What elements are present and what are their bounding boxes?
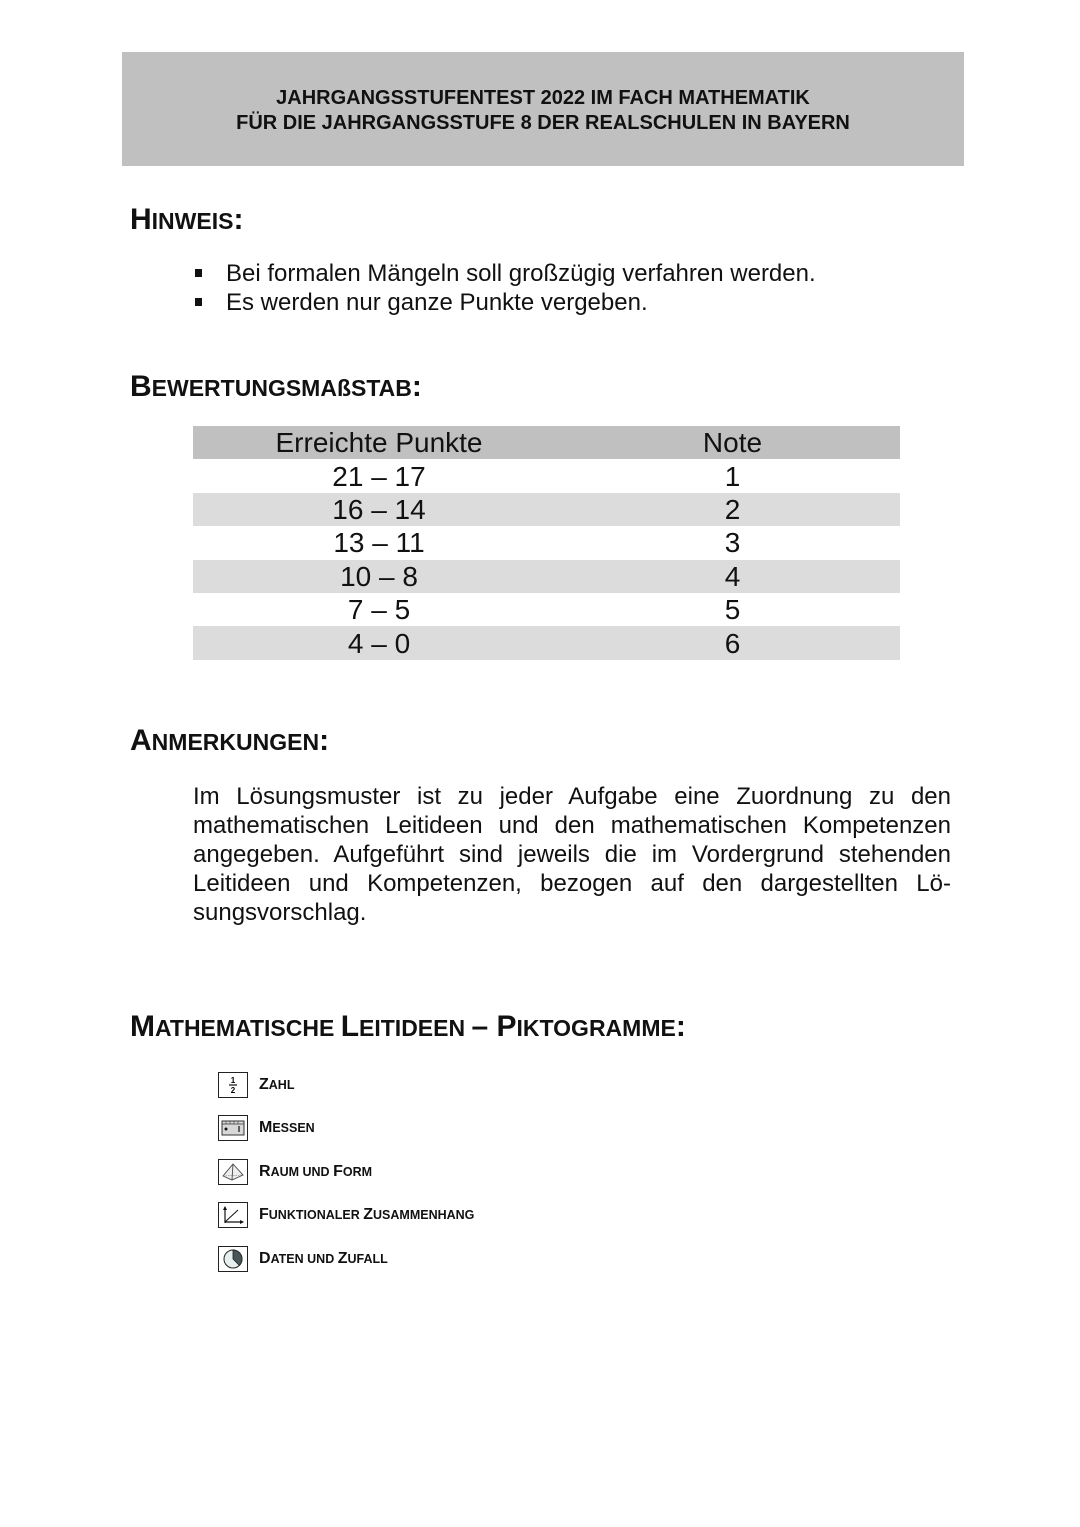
table-row [193, 526, 900, 559]
table-row [193, 560, 900, 593]
graph-axes-icon [218, 1202, 248, 1228]
table-header-row [193, 426, 900, 459]
pictogram-legend [218, 1069, 474, 1287]
hinweis-heading: HINWEIS: [130, 203, 244, 236]
points-cell: 21 – 17 [332, 460, 426, 492]
bullet-icon [195, 269, 202, 277]
list-item: Bei formalen Mängeln soll großzügig verfahren werden. [195, 259, 816, 288]
anmerkungen-text: Im Lösungsmuster ist zu jeder Aufgabe eine Zuordnung zu den mathematischen Leitideen und den mathematischen Kompetenzen angegeben. Aufgeführt sind jeweils die im Vordergrund stehenden Leitideen und Kompetenzen, bezogen auf den dargestellten Lösungsvorschlag. [193, 783, 951, 926]
pictogram-item-messen: MESSEN [218, 1113, 474, 1144]
points-cell: 10 – 8 [193, 560, 565, 593]
grade-cell: 2 [565, 493, 900, 526]
table-row [193, 626, 900, 659]
points-cell: 4 – 0 [193, 626, 565, 659]
svg-text:1: 1 [230, 1075, 236, 1085]
ruler-icon [218, 1115, 248, 1141]
document-header [122, 52, 964, 166]
pictogram-item-daten-und-zufall: DATEN UND ZUFALL [218, 1243, 474, 1274]
pictogram-item-zahl: 1 2 ZAHL [218, 1069, 474, 1100]
header-title-line-1: JAHRGANGSSTUFENTEST 2022 IM FACH MATHEMATIK [276, 87, 810, 109]
points-cell: 16 – 14 [193, 493, 565, 526]
grading-scale-table [193, 426, 900, 660]
list-item: Es werden nur ganze Punkte vergeben. [195, 288, 816, 317]
table-row [193, 493, 900, 526]
header-title-line-2: FÜR DIE JAHRGANGSSTUFE 8 DER REALSCHULEN IN BAYERN [236, 112, 850, 134]
column-header-grade: Note [565, 426, 900, 459]
points-cell: 13 – 11 [333, 527, 425, 559]
anmerkungen-heading: ANMERKUNGEN: [130, 724, 330, 757]
grade-cell: 3 [724, 527, 741, 559]
leitideen-heading: MATHEMATISCHE LEITIDEEN – PIKTOGRAMME: [130, 1010, 686, 1043]
grade-cell: 1 [724, 460, 741, 492]
pictogram-item-funktionaler-zusammenhang: FUNKTIONALER ZUSAMMENHANG [218, 1200, 474, 1231]
points-cell: 7 – 5 [347, 594, 411, 626]
grade-cell: 5 [724, 594, 741, 626]
pictogram-item-raum-und-form: RAUM UND FORM [218, 1156, 474, 1187]
fraction-icon [218, 1072, 248, 1098]
bullet-icon [195, 298, 202, 306]
grade-cell: 6 [565, 626, 900, 659]
hinweis-list [195, 259, 816, 317]
column-header-points: Erreichte Punkte [193, 426, 565, 459]
bewertung-heading: BEWERTUNGSMAßSTAB: [130, 370, 422, 403]
table-row [193, 593, 900, 626]
pyramid-icon [218, 1159, 248, 1185]
pie-chart-icon [218, 1246, 248, 1272]
table-row [193, 459, 900, 492]
svg-text:2: 2 [230, 1085, 236, 1095]
grade-cell: 4 [565, 560, 900, 593]
